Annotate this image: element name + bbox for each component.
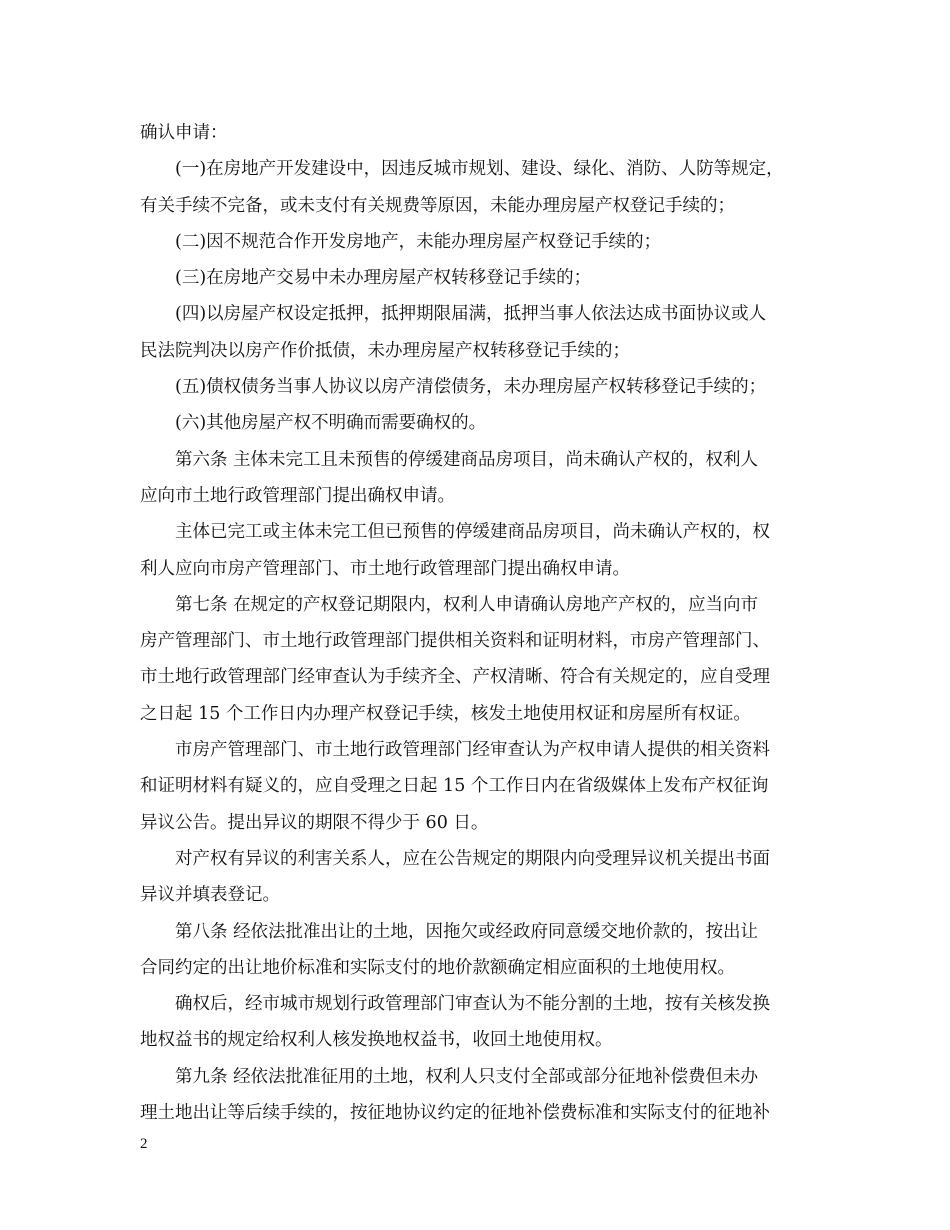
text-line: 市房产管理部门、市土地行政管理部门经审查认为产权申请人提供的相关资料 [175,740,770,761]
page-number: 2 [140,1136,148,1152]
text-line: (二)因不规范合作开发房地产，未能办理房屋产权登记手续的； [175,231,662,252]
text-line: 第八条 经依法批准出让的土地，因拖欠或经政府同意缓交地价款的，按出让 [175,921,759,942]
text-line: 房产管理部门、市土地行政管理部门提供相关资料和证明材料，市房产管理部门、 [140,631,770,652]
text-line: (四)以房屋产权设定抵押，抵押期限届满，抵押当事人依法达成书面协议或人 [175,304,767,325]
text-line: 第七条 在规定的产权登记期限内，权利人申请确认房地产产权的，应当向市 [175,594,759,615]
text-line: 地权益书的规定给权利人核发换地权益书，收回土地使用权。 [140,1030,613,1051]
text-line: 第九条 经依法批准征用的土地，权利人只支付全部或部分征地补偿费但未办 [175,1066,759,1087]
text-line: 确认申请： [140,123,228,143]
text-line: 利人应向市房产管理部门、市土地行政管理部门提出确权申请。 [140,558,630,579]
document-body [140,115,830,1131]
text-line: 异议公告。提出异议的期限不得少于 60 日。 [140,812,489,833]
text-line: 合同约定的出让地价标准和实际支付的地价款额确定相应面积的土地使用权。 [140,957,735,978]
text-line: 对产权有异议的利害关系人，应在公告规定的期限内向受理异议机关提出书面 [175,848,770,869]
text-line: 应向市土地行政管理部门提出确权申请。 [140,485,455,506]
text-line: 有关手续不完备，或未支付有关规费等原因，未能办理房屋产权登记手续的； [140,195,735,216]
text-line: 和证明材料有疑义的，应自受理之日起 15 个工作日内在省级媒体上发布产权征询 [140,776,769,797]
text-line: 主体已完工或主体未完工但已预售的停缓建商品房项目，尚未确认产权的，权 [175,522,770,543]
text-line: (一)在房地产开发建设中，因违反城市规划、建设、绿化、消防、人防等规定， [175,159,784,180]
text-line: 之日起 15 个工作日内办理产权登记手续，核发土地使用权证和房屋所有权证。 [140,703,751,724]
text-line: (五)债权债务当事人协议以房产清偿债务，未办理房屋产权转移登记手续的； [175,377,767,398]
text-line: (六)其他房屋产权不明确而需要确权的。 [175,413,487,434]
text-line: 第六条 主体未完工且未预售的停缓建商品房项目，尚未确认产权的，权利人 [175,449,759,470]
text-line: 异议并填表登记。 [140,885,280,906]
text-line: 理土地出让等后续手续的，按征地协议约定的征地补偿费标准和实际支付的征地补 [140,1103,770,1124]
text-line: (三)在房地产交易中未办理房屋产权转移登记手续的； [175,268,592,289]
text-line: 市土地行政管理部门经审查认为手续齐全、产权清晰、符合有关规定的，应自受理 [140,667,770,688]
text-line: 民法院判决以房产作价抵债，未办理房屋产权转移登记手续的； [140,340,630,361]
text-line: 确权后，经市城市规划行政管理部门审查认为不能分割的土地，按有关核发换 [175,994,770,1015]
